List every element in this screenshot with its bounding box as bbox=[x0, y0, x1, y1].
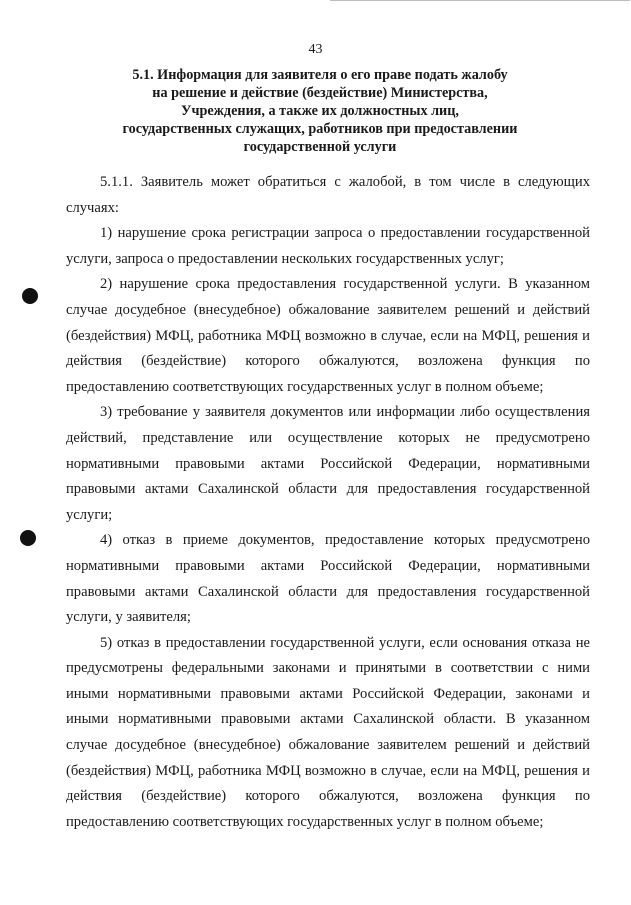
intro-paragraph: 5.1.1. Заявитель может обратиться с жалобой, в том числе в следующих случаях: bbox=[66, 174, 590, 216]
punch-hole-mark bbox=[22, 288, 38, 304]
document-body bbox=[66, 170, 590, 835]
section-heading bbox=[90, 66, 550, 156]
heading-line: на решение и действие (бездействие) Министерства, bbox=[152, 85, 488, 101]
page-number: 43 bbox=[308, 42, 323, 57]
list-item-5: 5) отказ в предоставлении государственной услуги, если основания отказа не предусмотрены федеральными законами и принятыми в соответствии с ними иными нормативными правовыми актами Российской Федерации, законами и иными нормативными правовыми актами Сахалинской области. В указанном случае досудебное (внесудебное) обжалование заявителем решений и действий (бездействия) МФЦ, работника МФЦ возможно в случае, если на МФЦ, решения и действия (бездействие) которого обжалуются, возложена функция по предоставлению соответствующих государственных услуг в полном объеме; bbox=[66, 634, 590, 830]
heading-line: 5.1. Информация для заявителя о его праве подать жалобу bbox=[132, 67, 508, 83]
heading-line: государственных служащих, работников при предоставлении bbox=[122, 121, 518, 137]
list-item-1: 1) нарушение срока регистрации запроса о предоставлении государственной услуги, запроса о предоставлении нескольких государственных услуг; bbox=[66, 225, 590, 267]
heading-line: Учреждения, а также их должностных лиц, bbox=[181, 103, 459, 119]
list-item-2: 2) нарушение срока предоставления государственной услуги. В указанном случае досудебное (внесудебное) обжалование заявителем решений и действий (бездействия) МФЦ, работника МФЦ возможно в случае, если на МФЦ, решения и действия (бездействие) которого обжалуются, возложена функция по предоставлению соответствующих государственных услуг в полном объеме; bbox=[66, 276, 590, 395]
scan-edge-line bbox=[330, 0, 630, 1]
list-item-3: 3) требование у заявителя документов или информации либо осуществления действий, представление или осуществление которых не предусмотрено нормативными правовыми актами Российской Федерации, нормативными правовыми актами Сахалинской области для предоставления государственной услуги; bbox=[66, 404, 590, 523]
list-item-4: 4) отказ в приеме документов, предоставление которых предусмотрено нормативными правовыми актами Российской Федерации, нормативными правовыми актами Сахалинской области для предоставления государственной услуги, у заявителя; bbox=[66, 532, 590, 626]
punch-hole-mark bbox=[20, 530, 36, 546]
heading-line: государственной услуги bbox=[243, 139, 397, 155]
